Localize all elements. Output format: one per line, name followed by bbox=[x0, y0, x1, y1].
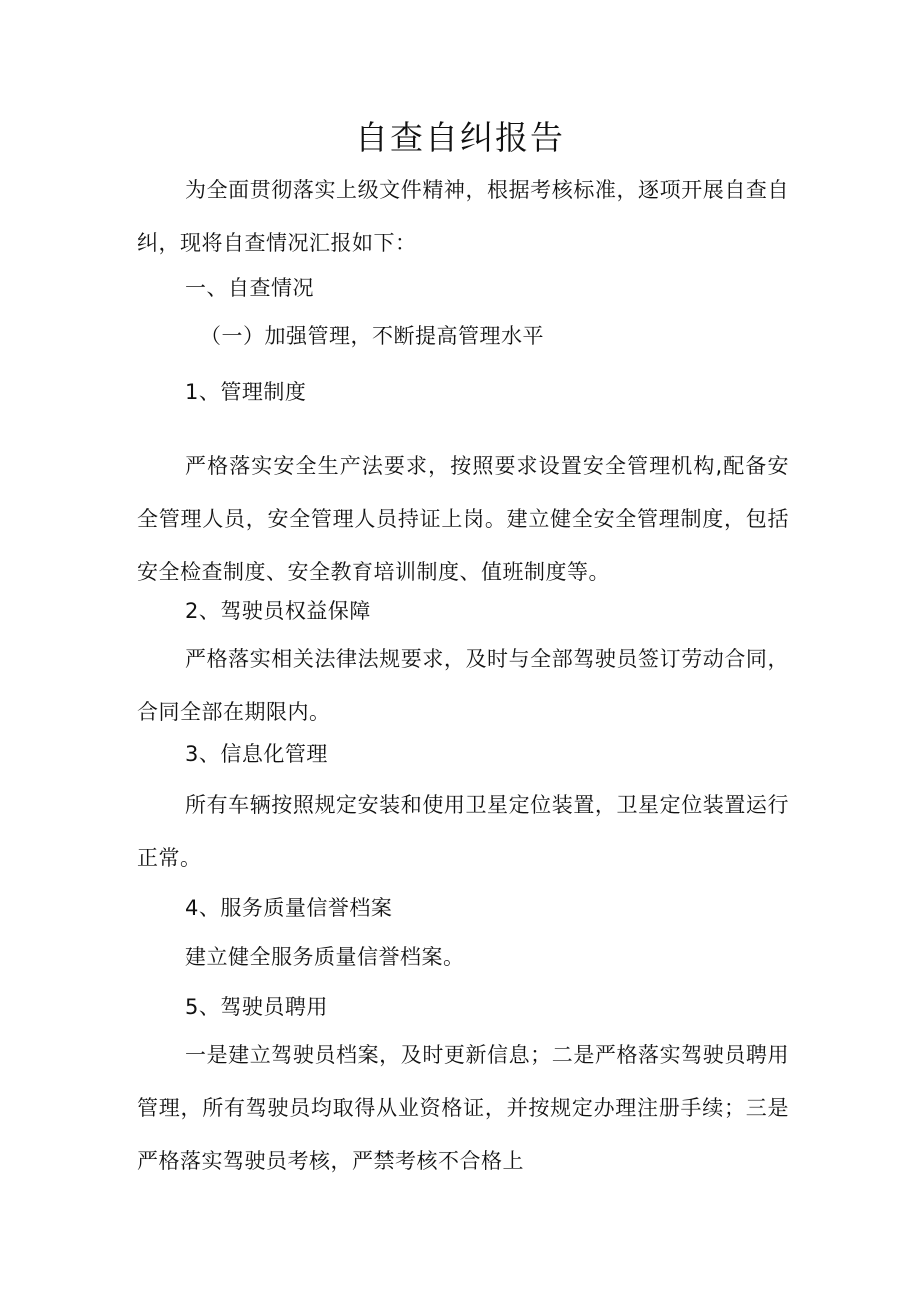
intro-paragraph: 为全面贯彻落实上级文件精神，根据考核标准，逐项开展自查自纠，现将自查情况汇报如下： bbox=[137, 178, 789, 255]
item-3-body: 所有车辆按照规定安装和使用卫星定位装置，卫星定位装置运行正常。 bbox=[137, 793, 789, 870]
item-2-heading: 2、驾驶员权益保障 bbox=[185, 599, 371, 623]
section-heading-1: 一、自查情况 bbox=[185, 276, 314, 300]
item-2-body: 严格落实相关法律法规要求，及时与全部驾驶员签订劳动合同，合同全部在期限内。 bbox=[137, 647, 789, 724]
item-5-body: 一是建立驾驶员档案，及时更新信息；二是严格落实驾驶员聘用管理，所有驾驶员均取得从业资格证，并按规定办理注册手续；三是严格落实驾驶员考核，严禁考核不合格上 bbox=[137, 1043, 789, 1173]
item-1-body: 严格落实安全生产法要求，按照要求设置安全管理机构,配备安全管理人员，安全管理人员持证上岗。建立健全安全管理制度，包括安全检查制度、安全教育培训制度、值班制度等。 bbox=[137, 454, 789, 584]
item-5-heading: 5、驾驶员聘用 bbox=[185, 995, 328, 1019]
item-1-heading: 1、管理制度 bbox=[185, 380, 307, 404]
item-4-heading: 4、服务质量信誉档案 bbox=[185, 896, 393, 920]
subsection-heading-1: （一）加强管理，不断提高管理水平 bbox=[200, 324, 544, 348]
item-4-body: 建立健全服务质量信誉档案。 bbox=[185, 945, 465, 969]
document-title: 自查自纠报告 bbox=[355, 118, 565, 157]
item-3-heading: 3、信息化管理 bbox=[185, 742, 328, 766]
